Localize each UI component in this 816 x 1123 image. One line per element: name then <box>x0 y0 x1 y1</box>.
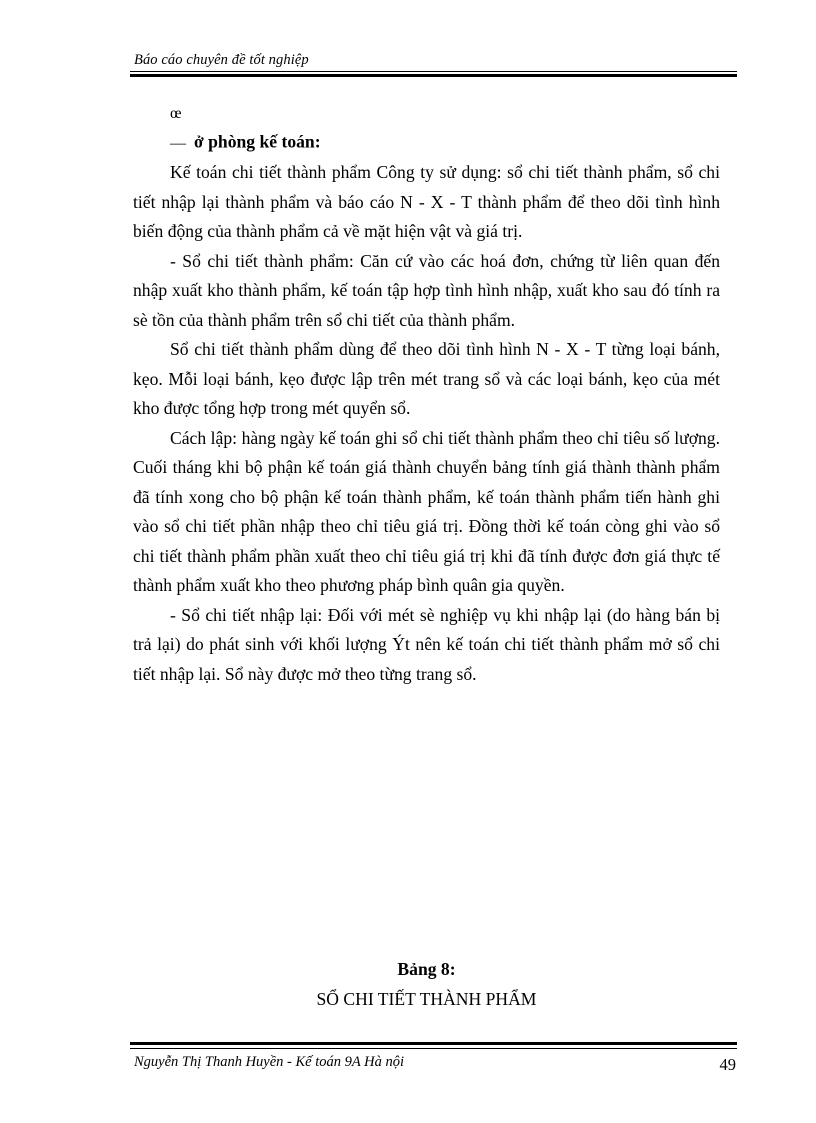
section-heading <box>170 99 720 158</box>
header-rule-thick <box>130 74 737 77</box>
header-rule-thin <box>130 71 737 72</box>
running-footer: Nguyễn Thị Thanh Huyền - Kế toán 9A Hà nội <box>134 1054 404 1070</box>
footer-rule-thin <box>130 1048 737 1049</box>
table-caption <box>133 955 720 1014</box>
footer-rule-thick <box>130 1042 737 1045</box>
table-label: Bảng 8: <box>397 959 456 979</box>
table-title: SỔ CHI TIẾT THÀNH PHẨM <box>316 988 537 1009</box>
page-number: 49 <box>719 1055 736 1074</box>
running-header: Báo cáo chuyên đề tốt nghiệp <box>134 52 309 68</box>
bullet-icon: œ— <box>170 105 186 152</box>
paragraph-3: Sổ chi tiết thành phẩm dùng để theo dõi tình hình N - X - T từng loại bánh, kẹo. Mỗi loại bánh, kẹo được lập trên mét trang sổ và các loại bánh, kẹo của mét kho được tổng hợp trong mét quyển sổ. <box>133 339 720 418</box>
paragraph-2: - Sổ chi tiết thành phẩm: Căn cứ vào các hoá đơn, chứng từ liên quan đến nhập xuất kho thành phẩm, kế toán tập hợp tình hình nhập, xuất kho sau đó tính ra sè tồn của thành phẩm trên sổ chi tiết của thành phẩm. <box>133 250 720 330</box>
paragraph-4: Cách lập: hàng ngày kế toán ghi sổ chi tiết thành phẩm theo chỉ tiêu số lượng. Cuối tháng khi bộ phận kế toán giá thành chuyển bảng tính giá thành thành phẩm đã tính xong cho bộ phận kế toán thành phẩm, kế toán thành phẩm tiến hành ghi vào sổ chi tiết phần nhập theo chỉ tiêu giá trị. Đồng thời kế toán còng ghi vào sổ chi tiết thành phẩm phần xuất theo chỉ tiêu giá trị khi đã tính được đơn giá thực tế thành phẩm xuất kho theo phương pháp bình quân gia quyền. <box>133 427 720 595</box>
paragraph-5: - Sổ chi tiết nhập lại: Đối với mét sè nghiệp vụ khi nhập lại (do hàng bán bị trả lại) do phát sinh với khối lượng Ýt nên kế toán chi tiết thành phẩm mở sổ chi tiết nhập lại. Sổ này được mở theo từng trang sổ. <box>133 604 720 684</box>
paragraph-1: Kế toán chi tiết thành phẩm Công ty sử dụng: sổ chi tiết thành phẩm, sổ chi tiết nhập lại thành phẩm và báo cáo N - X - T thành phẩm để theo dõi tình hình biến động của thành phẩm cả về mặt hiện vật và giá trị. <box>133 162 720 241</box>
section-heading-text: ở phòng kế toán: <box>194 131 321 152</box>
body-text <box>133 99 720 689</box>
